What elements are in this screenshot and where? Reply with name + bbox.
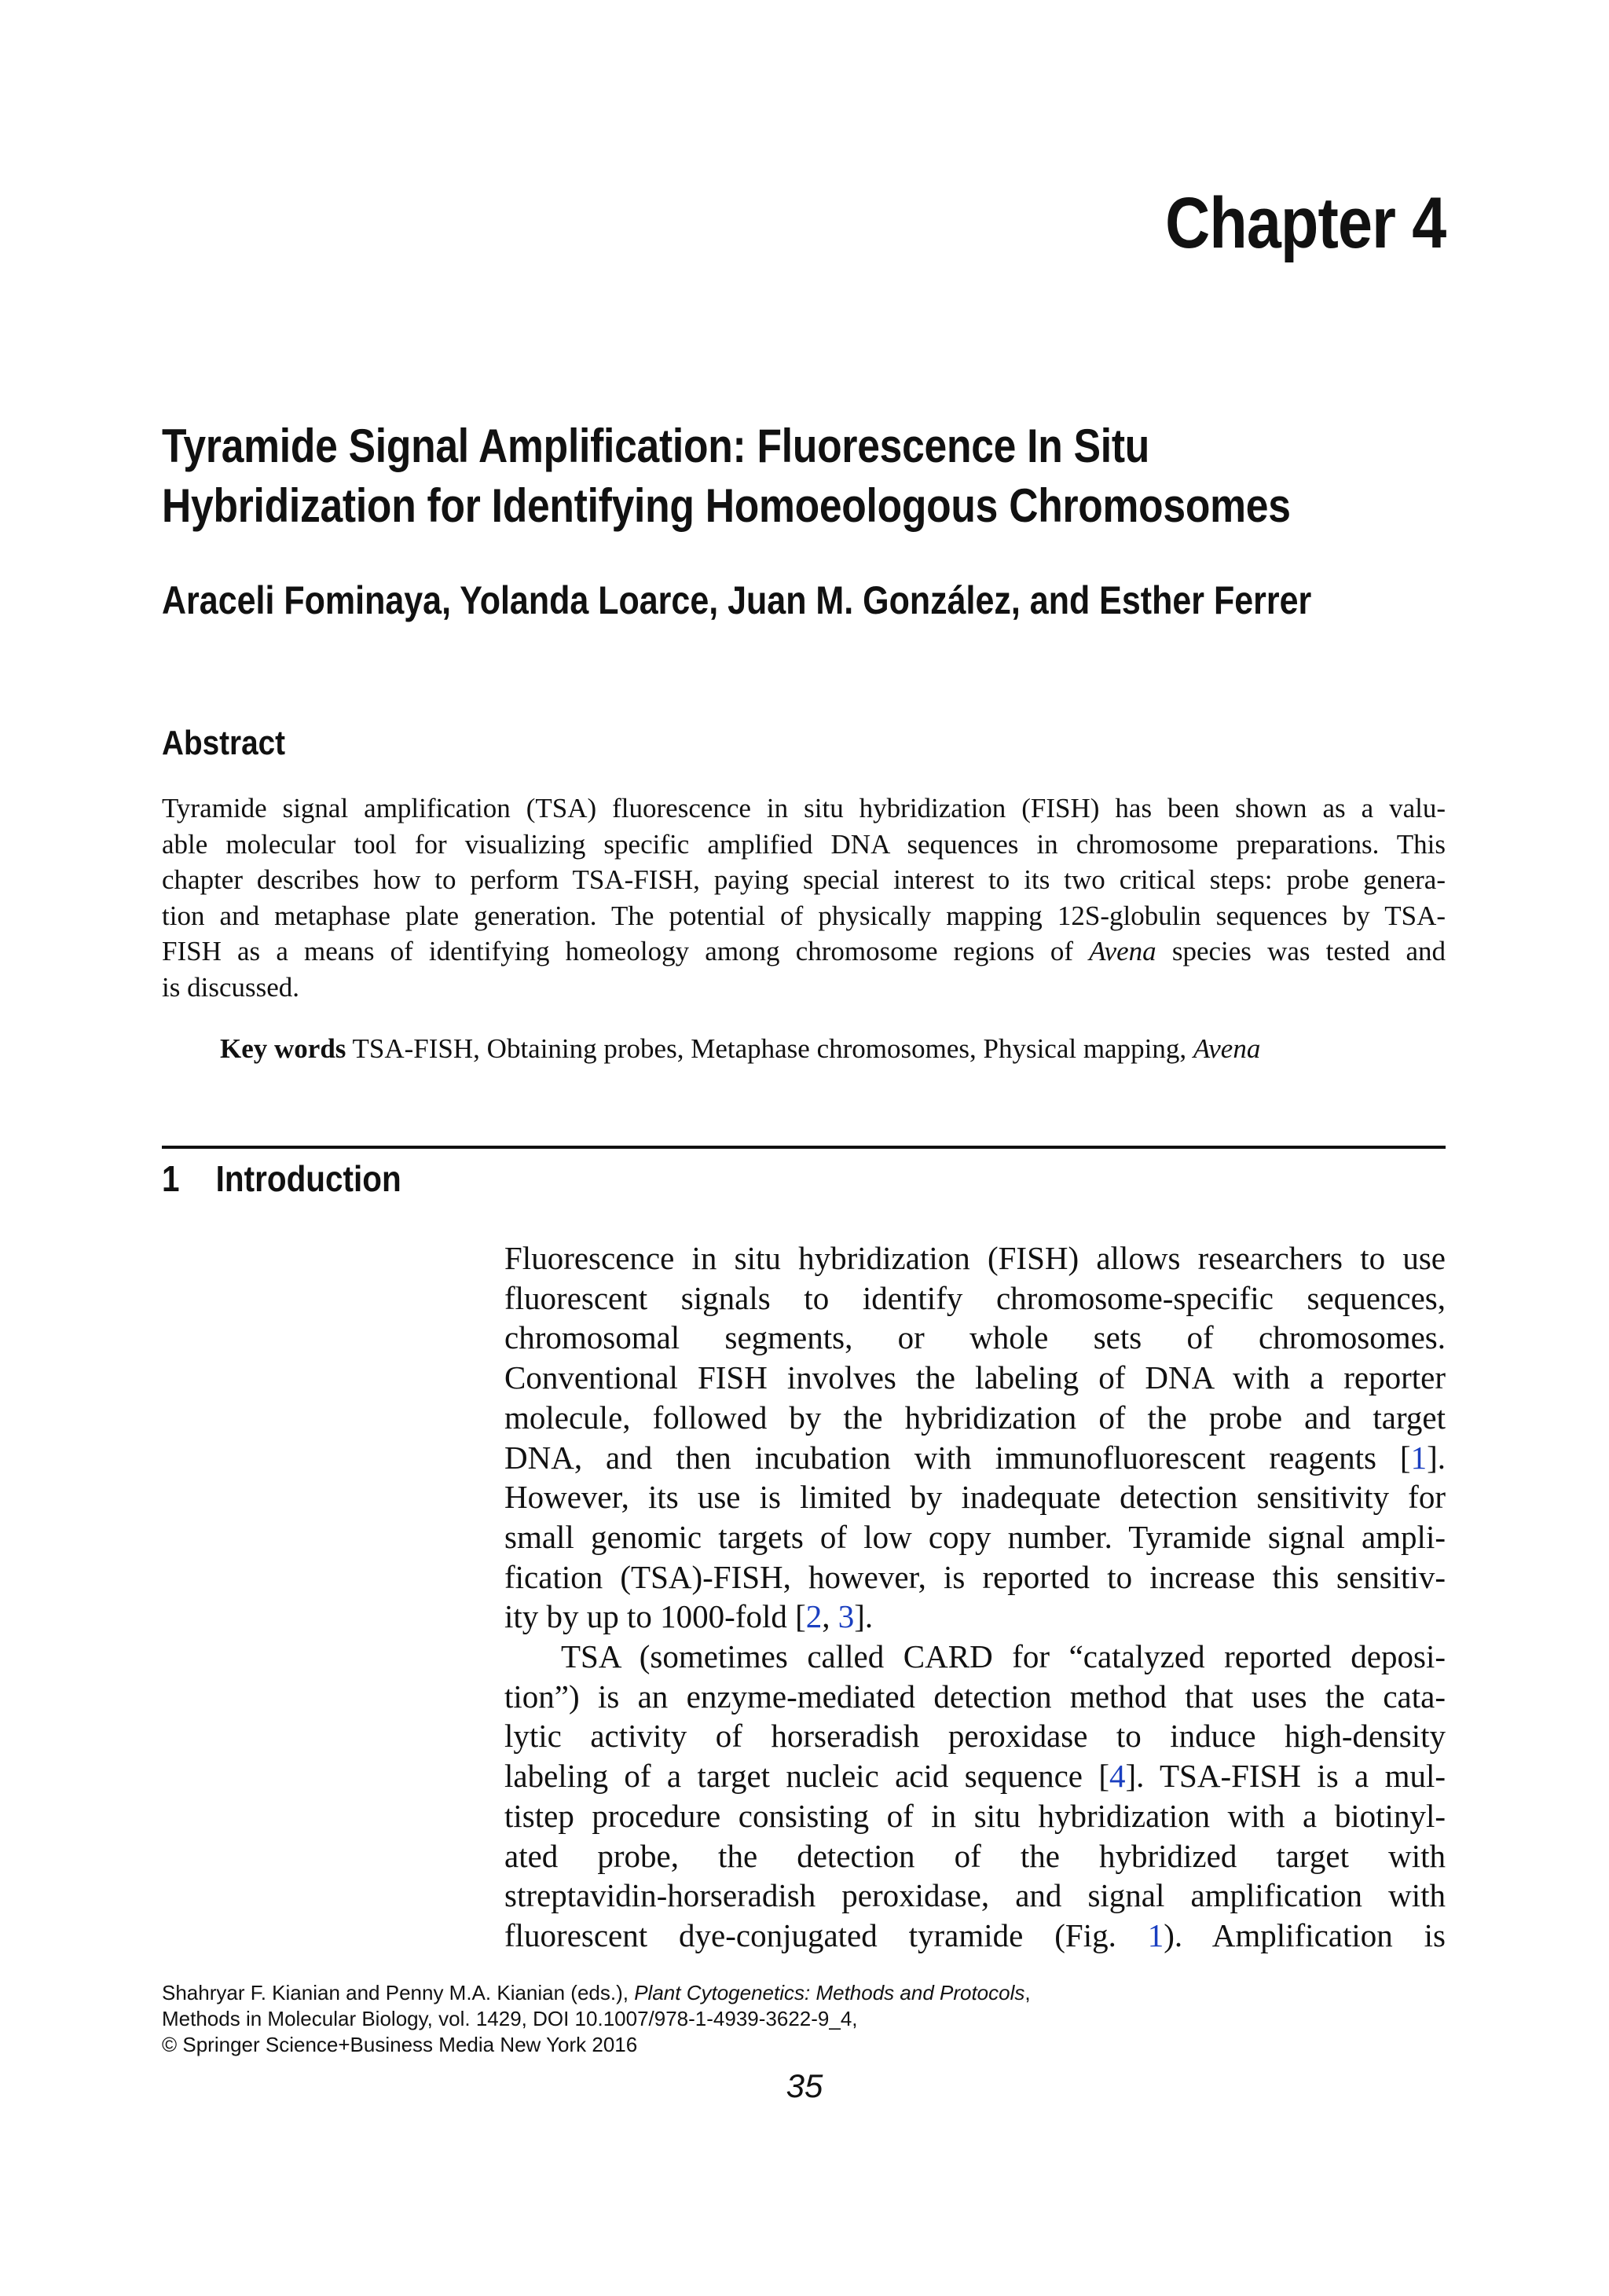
intro-line-text: DNA, and then incubation with immunofluorescent reagents [ [504,1439,1411,1476]
title-line-1: Tyramide Signal Amplification: Fluorescence In Situ [162,420,1150,472]
citation-footnote [162,1980,1450,2058]
citation-link[interactable]: 3 [837,1598,855,1635]
intro-line: tion”) is an enzyme-mediated detection method that uses the cata- [504,1678,1446,1715]
intro-line: molecule, followed by the hybridization of the probe and target [504,1399,1446,1436]
section-number: 1 [162,1158,180,1199]
footnote-line: Methods in Molecular Biology, vol. 1429, DOI 10.1007/978-1-4939-3622-9_4, [162,2007,858,2030]
book-title: Plant Cytogenetics: Methods and Protocols [634,1981,1025,2004]
intro-line-text: ]. [854,1598,874,1635]
keywords-text: TSA-FISH, Obtaining probes, Metaphase chromosomes, Physical mapping, [352,1033,1187,1064]
intro-line: ated probe, the detection of the hybridized target with [504,1837,1446,1874]
footnote-punct: , [1024,1981,1031,2004]
section-heading [162,1155,401,1202]
intro-line: However, its use is limited by inadequate detection sensitivity for [504,1479,1446,1516]
footnote-line [162,1980,1450,2006]
author-list: Araceli Fominaya, Yolanda Loarce, Juan M. González, and Esther Ferrer [162,578,1312,622]
abstract-line: able molecular tool for visualizing specific amplified DNA sequences in chromosome preparations. This [162,828,1446,860]
intro-line: streptavidin-horseradish peroxidase, and signal amplification with [504,1877,1446,1914]
intro-line [504,1756,1446,1796]
intro-line [504,1438,1446,1478]
abstract-heading: Abstract [162,724,286,762]
keywords [220,1031,1446,1067]
intro-line [504,1597,1446,1637]
intro-line: lytic activity of horseradish peroxidase to induce high-density [504,1718,1446,1755]
species-name: Avena [1089,936,1156,966]
citation-link[interactable]: 2 [805,1598,823,1635]
intro-line: tistep procedure consisting of in situ hybridization with a biotinyl- [504,1797,1446,1834]
abstract-line: Tyramide signal amplification (TSA) fluorescence in situ hybridization (FISH) has been shown as a valu- [162,793,1446,823]
abstract-line-text: species was tested and [1156,936,1446,966]
intro-line-text: ]. TSA-FISH is a mul- [1125,1758,1446,1795]
section-title: Introduction [215,1158,401,1199]
abstract-body [162,790,1446,1005]
keywords-label: Key words [220,1033,346,1064]
intro-line: fication (TSA)-FISH, however, is reported to increase this sensitiv- [504,1558,1446,1595]
abstract-line [162,933,1446,970]
abstract-line-text: FISH as a means of identifying homeology among chromosome regions of [162,936,1090,966]
intro-line-text: labeling of a target nucleic acid sequence [ [504,1758,1109,1795]
footnote-line: © Springer Science+Business Media New York 2016 [162,2033,638,2056]
page-number: 35 [786,2067,823,2104]
citation-link[interactable]: 4 [1109,1758,1126,1795]
section-divider [162,1146,1446,1149]
chapter-label: Chapter 4 [1164,183,1446,263]
citation-link[interactable]: 1 [1410,1439,1428,1476]
intro-line [504,1916,1446,1956]
intro-line: Conventional FISH involves the labeling of DNA with a reporter [504,1359,1446,1396]
chapter-title [162,416,1450,536]
abstract-line: tion and metaphase plate generation. The potential of physically mapping 12S-globulin sequences by TSA- [162,900,1446,931]
title-line-2: Hybridization for Identifying Homoeologous Chromosomes [162,479,1291,532]
intro-line: small genomic targets of low copy number. Tyramide signal ampli- [504,1518,1446,1555]
intro-line: Fluorescence in situ hybridization (FISH) allows researchers to use [504,1240,1446,1276]
intro-line: fluorescent signals to identify chromosome-specific sequences, [504,1279,1446,1316]
footnote-editors: Shahryar F. Kianian and Penny M.A. Kianian (eds.), [162,1981,635,2004]
intro-line: chromosomal segments, or whole sets of chromosomes. [504,1319,1446,1356]
figure-link[interactable]: 1 [1147,1916,1164,1953]
introduction-body [504,1238,1446,1956]
intro-line-text: ). Amplification is [1164,1916,1446,1953]
abstract-line: is discussed. [162,971,299,1003]
intro-line-text: ]. [1427,1439,1446,1476]
keywords-species: Avena [1193,1033,1261,1064]
intro-line-text: , [822,1598,838,1635]
intro-line-text: ity by up to 1000-fold [ [504,1598,806,1635]
intro-line-text: fluorescent dye-conjugated tyramide (Fig. [504,1916,1148,1953]
intro-line: TSA (sometimes called CARD for “catalyzed reported deposi- [561,1638,1446,1675]
abstract-line: chapter describes how to perform TSA-FISH, paying special interest to its two critical steps: probe genera- [162,864,1446,895]
